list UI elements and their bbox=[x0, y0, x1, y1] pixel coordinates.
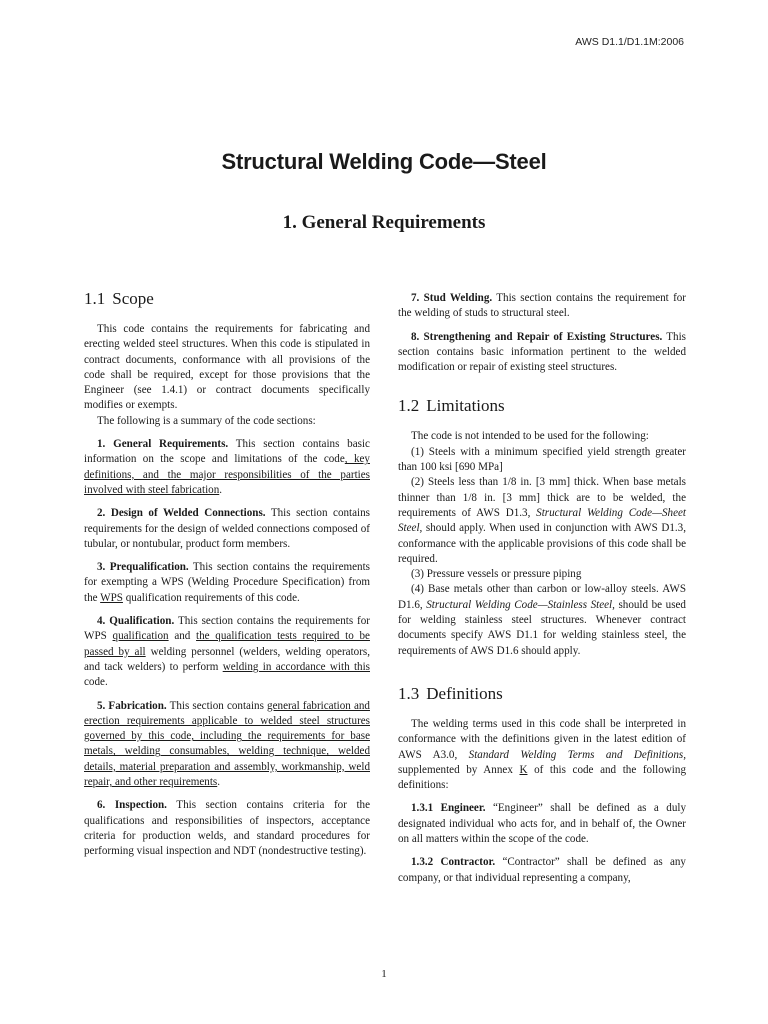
section-title: Limitations bbox=[426, 396, 505, 416]
definition-contractor: 1.3.2 Contractor. “Contractor” shall be defined as any company, or that individual representing a company, bbox=[398, 856, 686, 884]
summary-item-strengthening-repair: 8. Strengthening and Repair of Existing Structures. This section contains basic information pertinent to the welded modification or repair of existing steel structures. bbox=[398, 330, 686, 374]
limitations-intro: The code is not intended to be used for the following: bbox=[411, 430, 649, 443]
limitation-item-2: (2) Steels less than 1/8 in. [3 mm] thick. When base metals thinner than 1/8 in. [3 mm] thick are to be welded, the requirements of AWS D1.3, Structural Welding Code—Sheet Steel, should apply. When used in conjunction with AWS D1.3, conformance with the applicable provisions of this code shall be required. bbox=[398, 476, 686, 565]
summary-item-qualification: 4. Qualification. This section contains the requirements for WPS qualification and the qualification tests required to be passed by all welding personnel (welders, welding operators, and tack welders) to perform welding in accordance with this code. bbox=[84, 615, 370, 689]
scope-summary-line: The following is a summary of the code sections: bbox=[97, 414, 316, 427]
chapter-title: General Requirements bbox=[301, 212, 486, 233]
chapter-heading bbox=[0, 212, 768, 234]
section-number: 1.1 bbox=[84, 289, 106, 308]
document-code-header: AWS D1.1/D1.1M:2006 bbox=[575, 36, 684, 48]
limitation-item-4: (4) Base metals other than carbon or low-alloy steels. AWS D1.6, Structural Welding Code—Stainless Steel, should be used for welding stainless steel structures. Whenever contract documents specify AWS D1.1 for welding stainless steel, the requirements of AWS D1.6 should apply. bbox=[398, 583, 686, 657]
summary-item-design: 2. Design of Welded Connections. This section contains requirements for the design of welded connections composed of tubular, or nontubular, product form members. bbox=[84, 507, 370, 550]
document-title: Structural Welding Code—Steel bbox=[221, 149, 547, 174]
section-heading-limitations bbox=[398, 395, 686, 417]
limitation-item-1: (1) Steels with a minimum specified yield strength greater than 100 ksi [690 MPa] bbox=[398, 445, 686, 474]
limitation-item-3: (3) Pressure vessels or pressure piping bbox=[411, 568, 582, 581]
summary-item-prequalification: 3. Prequalification. This section contains the requirements for exempting a WPS (Welding Procedure Specification) from the WPS qualification requirements of this code. bbox=[84, 561, 370, 604]
summary-item-stud-welding: 7. Stud Welding. This section contains the requirement for the welding of studs to structural steel. bbox=[398, 292, 686, 320]
scope-intro-paragraph: This code contains the requirements for fabricating and erecting welded steel structures. When this code is stipulated in contract documents, conformance with all provisions of the code shall be required, except for those provisions that the Engineer (see 1.4.1) or contract documents specifically modifies or exempts. bbox=[84, 323, 370, 412]
definition-engineer: 1.3.1 Engineer. “Engineer” shall be defined as a duly designated individual who acts for, and in behalf of, the Owner on all matters within the scope of the code. bbox=[398, 802, 686, 846]
section-heading-scope bbox=[84, 288, 370, 310]
summary-item-general-requirements: 1. General Requirements. This section contains basic information on the scope and limitations of the code, key definitions, and the major responsibilities of the parties involved with steel fabrication. bbox=[84, 438, 370, 496]
section-title: Scope bbox=[112, 289, 154, 308]
section-title: Definitions bbox=[426, 683, 503, 703]
section-heading-definitions bbox=[398, 683, 686, 705]
section-number: 1.3 bbox=[398, 683, 420, 703]
chapter-number: 1. bbox=[282, 212, 297, 233]
page-number: 1 bbox=[381, 968, 387, 980]
right-column bbox=[398, 291, 686, 894]
definitions-intro: The welding terms used in this code shall be interpreted in conformance with the definitions given in the latest edition of AWS A3.0, Standard Welding Terms and Definitions, supplemented by Annex K of this code and the following definitions: bbox=[398, 717, 686, 792]
section-number: 1.2 bbox=[398, 396, 420, 416]
summary-item-fabrication: 5. Fabrication. This section contains general fabrication and erection requirements applicable to welded steel structures governed by this code, including the requirements for base metals, welding consumables, welding technique, welded details, material preparation and assembly, workmanship, weld repair, and other requirements. bbox=[84, 699, 370, 789]
left-column bbox=[84, 288, 370, 868]
summary-item-inspection: 6. Inspection. This section contains criteria for the qualifications and responsibilities of inspectors, acceptance criteria for production welds, and standard procedures for performing visual inspection and NDT (nondestructive testing). bbox=[84, 799, 370, 858]
